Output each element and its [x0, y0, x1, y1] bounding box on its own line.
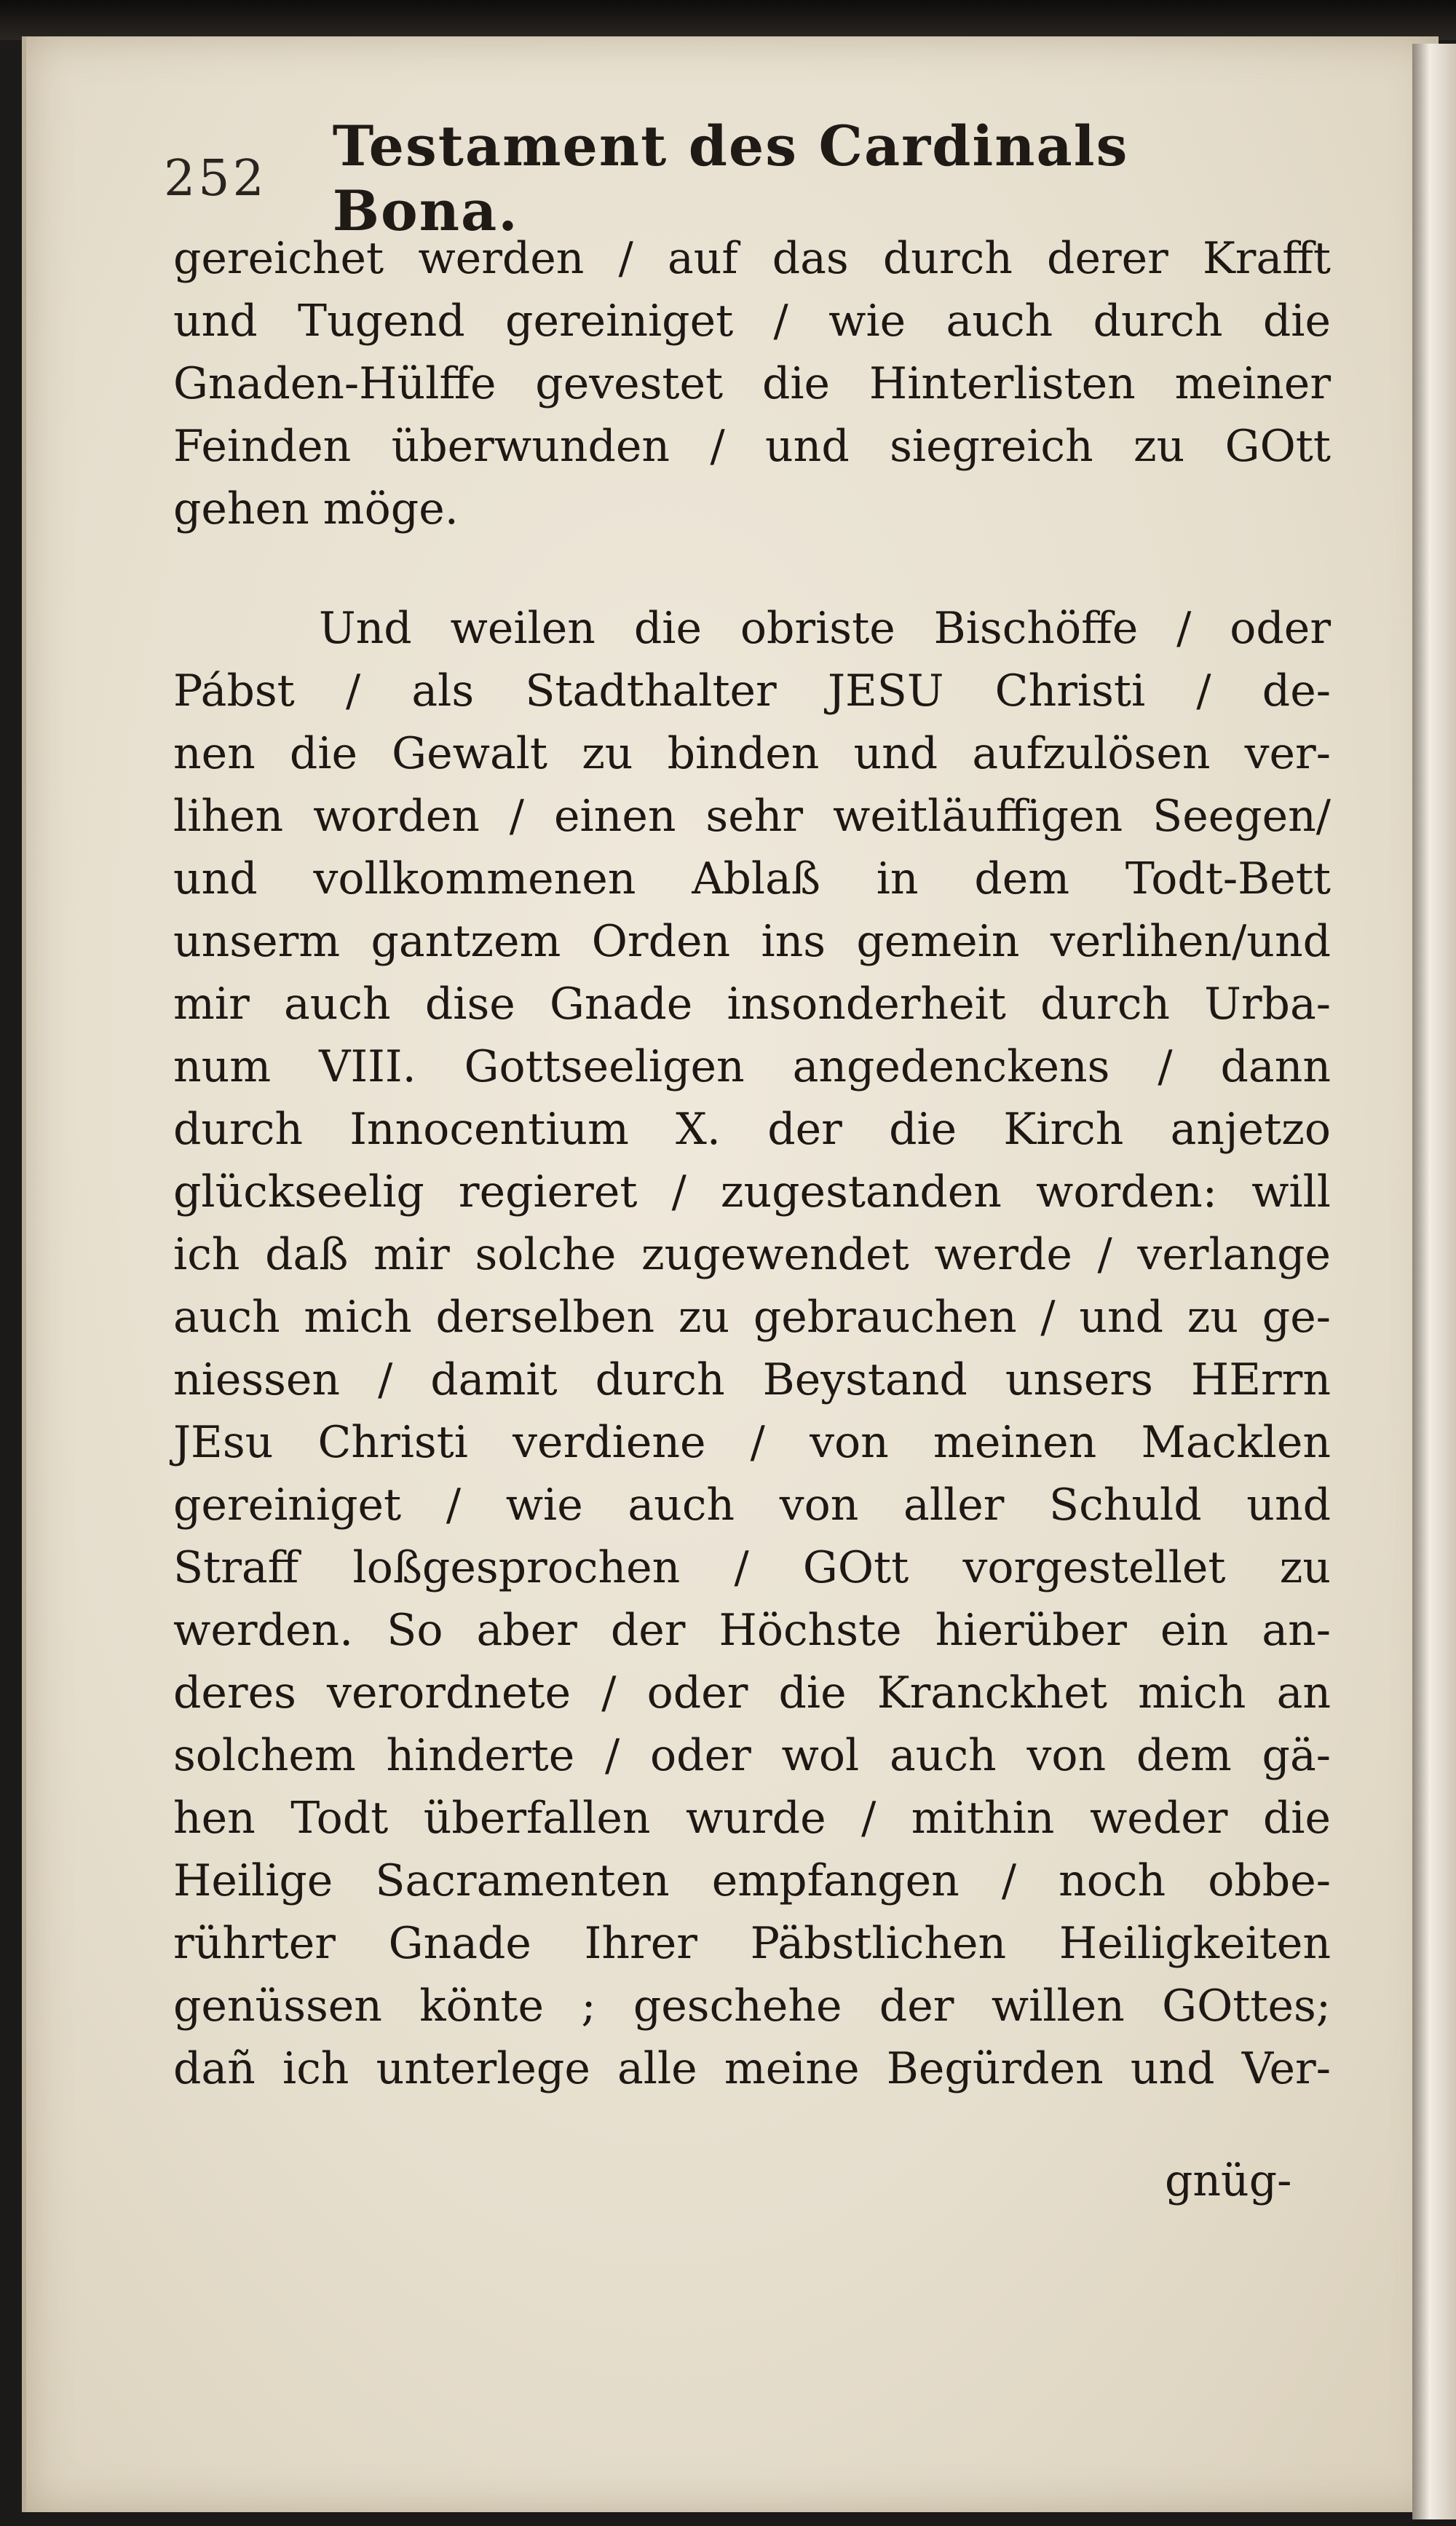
body-text: [173, 227, 1331, 2100]
scan-background: [0, 0, 1456, 40]
text-line: und vollkommenen Ablaß in dem Todt-Bett: [173, 853, 1331, 904]
text-line: werden. So aber der Höchste hierüber ein an-: [173, 1605, 1331, 1656]
text-line: durch Innocentium X. der die Kirch anjetzo: [173, 1104, 1331, 1155]
text-line: genüssen könte ; geschehe der willen GOttes;: [173, 1981, 1331, 2032]
text-line: glückseelig regieret / zugestanden worden: will: [173, 1167, 1331, 1217]
text-line: Gnaden-Hülffe gevestet die Hinterlisten meiner: [173, 358, 1331, 409]
paragraph-gap: [173, 540, 1331, 597]
text-line: hen Todt überfallen wurde / mithin weder die: [173, 1793, 1331, 1844]
text-line: unserm gantzem Orden ins gemein verlihen/und: [173, 916, 1331, 967]
page-number: 252: [164, 149, 267, 208]
text-line: nen die Gewalt zu binden und aufzulösen ver-: [173, 728, 1331, 779]
text-line: Feinden überwunden / und siegreich zu GOtt: [173, 421, 1331, 472]
text-line: ich daß mir solche zugewendet werde / verlange: [173, 1229, 1331, 1280]
text-line: gehen möge.: [173, 484, 459, 534]
text-line: solchem hinderte / oder wol auch von dem gä-: [173, 1730, 1331, 1781]
text-line: Straff loßgesprochen / GOtt vorgestellet zu: [173, 1542, 1331, 1593]
running-title: Testament des Cardinals Bona.: [332, 114, 1129, 243]
text-line: JEsu Christi verdiene / von meinen Macklen: [173, 1417, 1331, 1468]
page-edge: [1412, 44, 1456, 2519]
text-line: lihen worden / einen sehr weitläuffigen Seegen/: [173, 791, 1331, 842]
text-line: gereiniget / wie auch von aller Schuld und: [173, 1480, 1331, 1531]
text-line: num VIII. Gottseeligen angedenckens / dann: [173, 1041, 1331, 1092]
text-line: mir auch dise Gnade insonderheit durch Urba-: [173, 979, 1331, 1030]
text-line: auch mich derselben zu gebrauchen / und zu ge-: [173, 1292, 1331, 1343]
text-line: dañ ich unterlege alle meine Begürden und Ver-: [173, 2043, 1331, 2094]
text-line: rührter Gnade Ihrer Päbstlichen Heiligkeiten: [173, 1918, 1331, 1969]
text-line: Pábst / als Stadthalter JESU Christi / de-: [173, 666, 1331, 717]
page-header: [164, 114, 1227, 243]
text-line: deres verordnete / oder die Kranckhet mich an: [173, 1667, 1331, 1718]
text-line: gereichet werden / auf das durch derer Krafft: [173, 233, 1331, 284]
catchword: gnüg-: [1165, 2155, 1292, 2206]
text-line: Und weilen die obriste Bischöffe / oder: [319, 603, 1331, 654]
text-line: niessen / damit durch Beystand unsers HErrn: [173, 1354, 1331, 1405]
text-line: Heilige Sacramenten empfangen / noch obbe-: [173, 1855, 1331, 1906]
text-line: und Tugend gereiniget / wie auch durch die: [173, 296, 1331, 347]
